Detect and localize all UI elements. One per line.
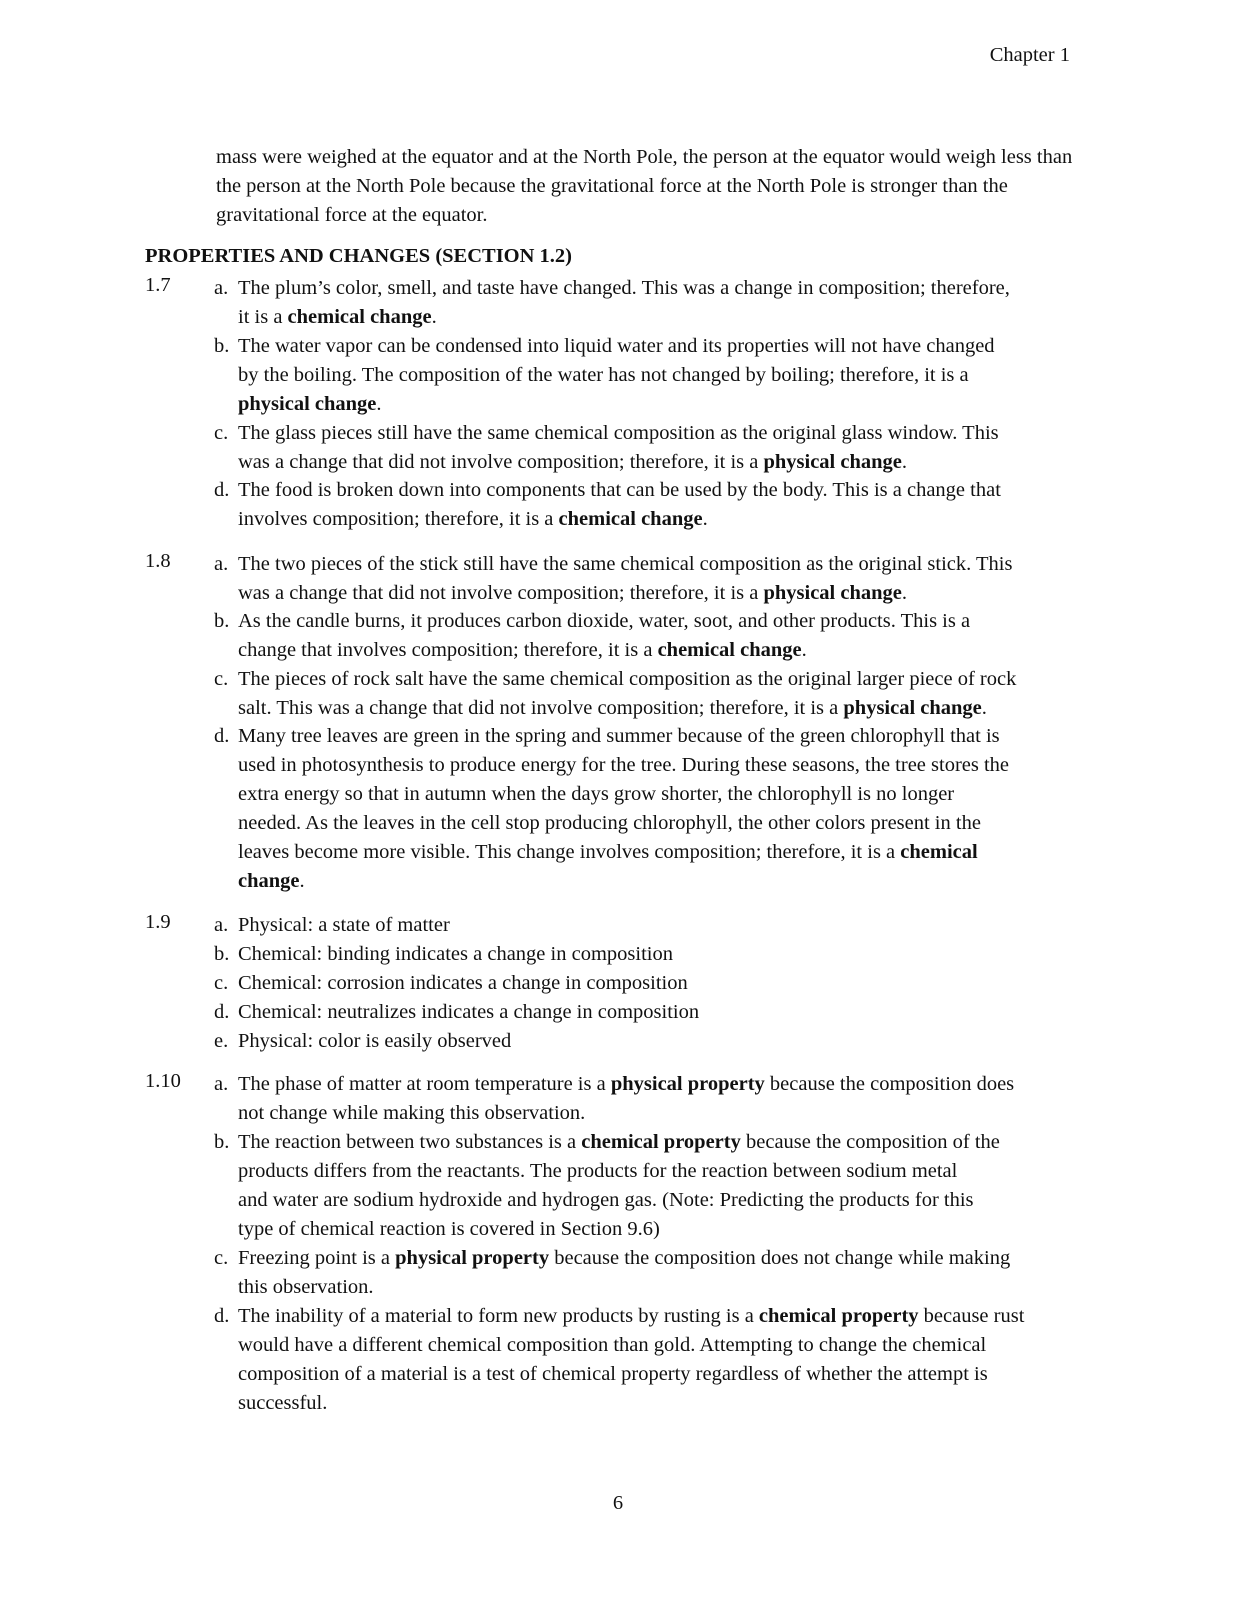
emphasis-term: physical property bbox=[610, 1073, 765, 1095]
page-number: 6 bbox=[612, 1492, 624, 1514]
answer-text: The food is broken down into components that can be used by the body. This is a change that bbox=[238, 479, 1001, 501]
problem-number: 1.9 bbox=[145, 911, 171, 933]
answer-line bbox=[214, 1215, 1074, 1244]
emphasis-term: physical change bbox=[238, 393, 377, 415]
answer-line bbox=[214, 1389, 1074, 1418]
answer-line bbox=[214, 809, 1074, 838]
answer-item bbox=[214, 1302, 1074, 1418]
answer-text: Physical: a state of matter bbox=[238, 914, 450, 936]
answer-text: . bbox=[901, 451, 907, 473]
answer-line bbox=[214, 550, 1074, 579]
answer-line bbox=[214, 448, 1074, 477]
answer-text: The water vapor can be condensed into liquid water and its properties will not have changed bbox=[238, 335, 995, 357]
item-label: b. bbox=[214, 335, 230, 357]
answer-text: Chemical: binding indicates a change in composition bbox=[238, 943, 673, 965]
answer-text: The glass pieces still have the same chemical composition as the original glass window. This bbox=[238, 422, 999, 444]
chapter-header: Chapter 1 bbox=[989, 44, 1070, 66]
answer-line bbox=[214, 1244, 1074, 1273]
answer-text: . bbox=[901, 582, 907, 604]
answer-text: would have a different chemical composition than gold. Attempting to change the chemical bbox=[238, 1334, 987, 1356]
answer-text: The pieces of rock salt have the same chemical composition as the original larger piece of rock bbox=[238, 668, 1017, 690]
answer-text: because the composition does not change while making bbox=[549, 1247, 1011, 1269]
item-label: a. bbox=[214, 553, 229, 575]
answer-line bbox=[214, 1360, 1074, 1389]
answer-text: it is a bbox=[238, 306, 288, 328]
answer-text: . bbox=[376, 393, 382, 415]
answer-line bbox=[214, 1302, 1074, 1331]
answer-item bbox=[214, 1070, 1074, 1128]
item-label: c. bbox=[214, 422, 229, 444]
item-label: e. bbox=[214, 1030, 229, 1052]
problem-number: 1.10 bbox=[145, 1070, 181, 1092]
item-label: c. bbox=[214, 1247, 229, 1269]
answer-text: because the composition does bbox=[764, 1073, 1015, 1095]
answer-text: change that involves composition; therefore, it is a bbox=[238, 639, 658, 661]
answer-line bbox=[214, 1331, 1074, 1360]
section-heading: PROPERTIES AND CHANGES (SECTION 1.2) bbox=[145, 245, 572, 267]
item-label: c. bbox=[214, 972, 229, 994]
answer-line bbox=[214, 911, 1074, 940]
emphasis-term: chemical property bbox=[758, 1305, 919, 1327]
answer-line bbox=[214, 1128, 1074, 1157]
answer-item bbox=[214, 476, 1074, 534]
answer-item bbox=[214, 419, 1074, 477]
answer-text: Chemical: corrosion indicates a change in composition bbox=[238, 972, 688, 994]
answer-line bbox=[214, 838, 1074, 867]
emphasis-term: physical change bbox=[843, 697, 982, 719]
answer-line bbox=[214, 694, 1074, 723]
intro-paragraph: mass were weighed at the equator and at the North Pole, the person at the equator would weigh less than the person at the North Pole because the gravitational force at the North Pole is stronger than the gravitational force at the equator. bbox=[216, 146, 1073, 226]
item-label: d. bbox=[214, 1001, 230, 1023]
emphasis-term: physical property bbox=[395, 1247, 550, 1269]
answer-line bbox=[214, 998, 1074, 1027]
answer-text: was a change that did not involve composition; therefore, it is a bbox=[238, 582, 764, 604]
item-label: d. bbox=[214, 725, 230, 747]
answer-text: The phase of matter at room temperature is a bbox=[238, 1073, 611, 1095]
answer-line bbox=[214, 665, 1074, 694]
answer-text: by the boiling. The composition of the water has not changed by boiling; therefore, it is a bbox=[238, 364, 969, 386]
answer-text: composition of a material is a test of chemical property regardless of whether the attempt is bbox=[238, 1363, 988, 1385]
answer-text: not change while making this observation. bbox=[238, 1102, 586, 1124]
answer-line bbox=[214, 867, 1074, 896]
problem-number: 1.7 bbox=[145, 274, 171, 296]
answer-line bbox=[214, 722, 1074, 751]
answer-text: involves composition; therefore, it is a bbox=[238, 508, 559, 530]
answer-text: leaves become more visible. This change involves composition; therefore, it is a bbox=[238, 841, 901, 863]
emphasis-term: physical change bbox=[763, 451, 902, 473]
emphasis-term: chemical change bbox=[657, 639, 802, 661]
answer-text: successful. bbox=[238, 1392, 328, 1414]
answer-text: used in photosynthesis to produce energy for the tree. During these seasons, the tree stores the bbox=[238, 754, 1010, 776]
answer-text: was a change that did not involve composition; therefore, it is a bbox=[238, 451, 764, 473]
answer-item bbox=[214, 998, 1074, 1027]
answer-item bbox=[214, 911, 1074, 940]
item-label: c. bbox=[214, 668, 229, 690]
answer-text: this observation. bbox=[238, 1276, 374, 1298]
answer-line bbox=[214, 607, 1074, 636]
emphasis-term: chemical change bbox=[558, 508, 703, 530]
answer-text: because the composition of the bbox=[740, 1131, 1000, 1153]
item-label: a. bbox=[214, 277, 229, 299]
answer-line bbox=[214, 361, 1074, 390]
answer-line bbox=[214, 636, 1074, 665]
answer-item bbox=[214, 722, 1074, 896]
item-label: d. bbox=[214, 479, 230, 501]
answer-text: Physical: color is easily observed bbox=[238, 1030, 512, 1052]
answer-text: The two pieces of the stick still have the same chemical composition as the original stick. This bbox=[238, 553, 1013, 575]
answer-text: extra energy so that in autumn when the days grow shorter, the chlorophyll is no longer bbox=[238, 783, 955, 805]
emphasis-term: physical change bbox=[763, 582, 902, 604]
answer-item bbox=[214, 550, 1074, 608]
answer-line bbox=[214, 1186, 1074, 1215]
answer-line bbox=[214, 1099, 1074, 1128]
answer-text: salt. This was a change that did not involve composition; therefore, it is a bbox=[238, 697, 844, 719]
item-label: d. bbox=[214, 1305, 230, 1327]
answer-text: . bbox=[299, 870, 305, 892]
answer-line bbox=[214, 1273, 1074, 1302]
answer-line bbox=[214, 419, 1074, 448]
answer-line bbox=[214, 579, 1074, 608]
answer-text: and water are sodium hydroxide and hydrogen gas. (Note: Predicting the products for this bbox=[238, 1189, 974, 1211]
answer-line bbox=[214, 751, 1074, 780]
answer-text: because rust bbox=[918, 1305, 1025, 1327]
answer-line bbox=[214, 303, 1074, 332]
answer-text: The inability of a material to form new products by rusting is a bbox=[238, 1305, 759, 1327]
answer-text: . bbox=[981, 697, 987, 719]
answer-line bbox=[214, 505, 1074, 534]
item-label: b. bbox=[214, 943, 230, 965]
answer-text: Many tree leaves are green in the spring and summer because of the green chlorophyll that is bbox=[238, 725, 1000, 747]
answer-line bbox=[214, 332, 1074, 361]
answer-text: . bbox=[431, 306, 437, 328]
answer-line bbox=[214, 1070, 1074, 1099]
answer-line bbox=[214, 969, 1074, 998]
emphasis-term: chemical change bbox=[287, 306, 432, 328]
answer-text: needed. As the leaves in the cell stop producing chlorophyll, the other colors present in the bbox=[238, 812, 981, 834]
emphasis-term: chemical property bbox=[581, 1131, 741, 1153]
answer-item bbox=[214, 607, 1074, 665]
answer-text: . bbox=[702, 508, 708, 530]
answer-line bbox=[214, 1157, 1074, 1186]
answer-item bbox=[214, 332, 1074, 419]
answer-text: The plum’s color, smell, and taste have changed. This was a change in composition; therefore, bbox=[238, 277, 1010, 299]
answer-line bbox=[214, 274, 1074, 303]
item-label: a. bbox=[214, 914, 229, 936]
emphasis-term: change bbox=[238, 870, 300, 892]
answer-item bbox=[214, 665, 1074, 723]
item-label: a. bbox=[214, 1073, 229, 1095]
item-label: b. bbox=[214, 610, 230, 632]
emphasis-term: chemical bbox=[900, 841, 978, 863]
answer-line bbox=[214, 780, 1074, 809]
answer-text: products differs from the reactants. The products for the reaction between sodium metal bbox=[238, 1160, 958, 1182]
answer-line bbox=[214, 476, 1074, 505]
answer-item bbox=[214, 969, 1074, 998]
answer-item bbox=[214, 940, 1074, 969]
answer-line bbox=[214, 940, 1074, 969]
answer-text: As the candle burns, it produces carbon dioxide, water, soot, and other products. This is a bbox=[238, 610, 971, 632]
answer-text: type of chemical reaction is covered in Section 9.6) bbox=[238, 1218, 660, 1240]
answer-text: . bbox=[801, 639, 807, 661]
answer-text: The reaction between two substances is a bbox=[238, 1131, 582, 1153]
answer-line bbox=[214, 390, 1074, 419]
item-label: b. bbox=[214, 1131, 230, 1153]
answer-text: Chemical: neutralizes indicates a change in composition bbox=[238, 1001, 700, 1023]
answer-item bbox=[214, 1128, 1074, 1244]
answer-item bbox=[214, 274, 1074, 332]
answer-item bbox=[214, 1027, 1074, 1056]
problem-number: 1.8 bbox=[145, 550, 171, 572]
answer-line bbox=[214, 1027, 1074, 1056]
answer-text: Freezing point is a bbox=[238, 1247, 396, 1269]
answer-item bbox=[214, 1244, 1074, 1302]
